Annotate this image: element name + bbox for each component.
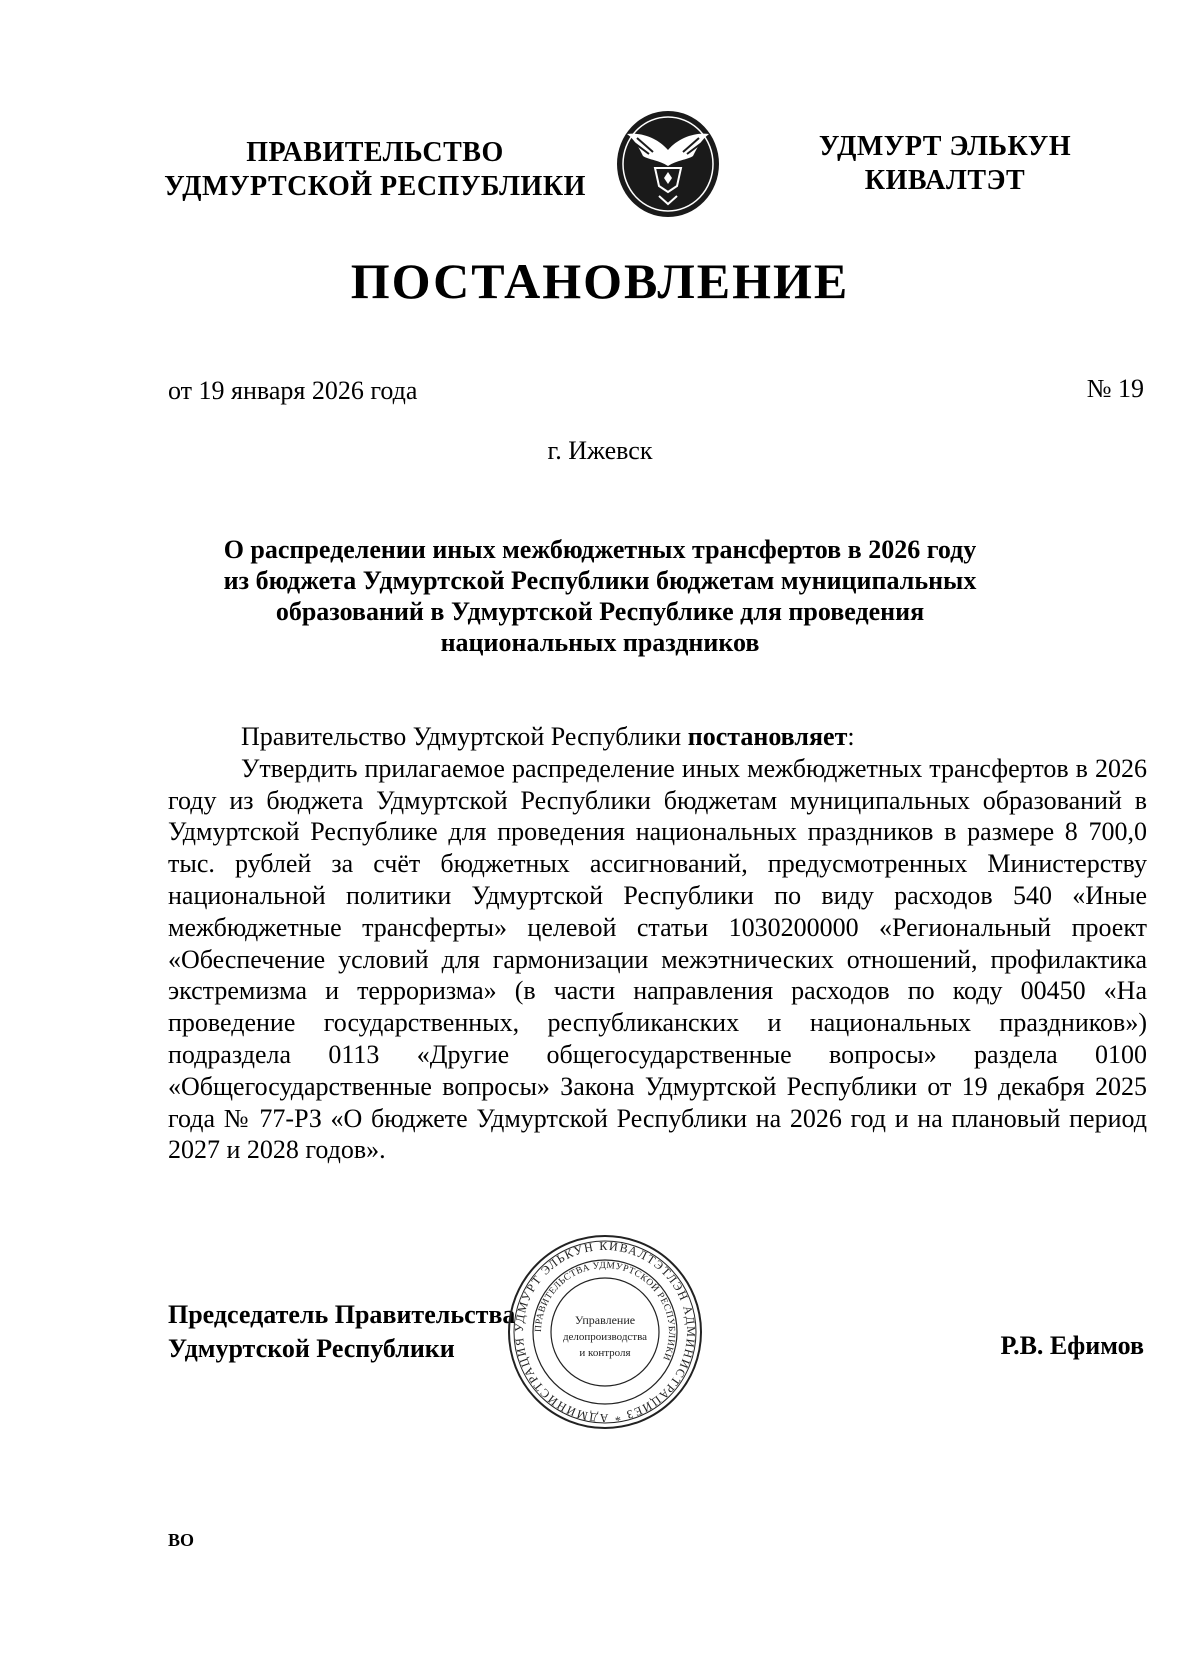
stamp-outer-text: УДМУРТ ЭЛЬКУН КИВАЛТЭТЛЭН АДМИНИСТРАЦИЕЗ * АДМИНИСТРАЦИЯ [511,1238,699,1426]
stamp-center-line: делопроизводства [562,1331,648,1343]
government-name-line: УДМУРТСКОЙ РЕСПУБЛИКИ [164,171,586,202]
preamble-verb: постановляет [687,722,848,751]
signer-title [168,1298,515,1366]
preamble-suffix: : [847,722,855,751]
stamp-center-line: и контроля [579,1347,631,1359]
signer-title-line: Председатель Правительства [168,1300,516,1329]
government-name-udmurt [800,130,1090,198]
official-stamp [505,1232,705,1432]
document-date: от 19 января 2026 года [168,376,418,405]
document-body [168,721,1147,1166]
preamble-prefix: Правительство Удмуртской Республики [241,722,688,751]
government-name-line: УДМУРТ ЭЛЬКУН [818,131,1072,162]
subject-line: образований в Удмуртской Республике для проведения [275,597,925,626]
government-name-russian [150,136,600,204]
signer-title-line: Удмуртской Республики [168,1334,455,1363]
signer-name: Р.В. Ефимов [1000,1331,1144,1360]
document-subject [200,534,1000,658]
main-paragraph: Утвердить прилагаемое распределение иных межбюджетных трансфертов в 2026 году из бюджета Удмуртской Республики бюджетам муниципальных образований в Удмуртской Республике для проведения национальных праздников в размере 8 700,0 тыс. рублей за счёт бюджетных ассигнований, предусмотренных Министерству национальной политики Удмуртской Республики по виду расходов 540 «Иные межбюджетные трансферты» целевой статьи 1030200000 «Региональный проект «Обеспечение условий для гармонизации межэтнических отношений, профилактика экстремизма и терроризма» (в части направления расходов по коду 00450 «На проведение государственных, республиканских и национальных праздников») подраздела 0113 «Другие общегосударственные вопросы» раздела 0100 «Общегосударственные вопросы» Закона Удмуртской Республики от 19 декабря 2025 года № 77-РЗ «О бюджете Удмуртской Республики на 2026 год и на плановый период 2027 и 2028 годов». [168,753,1147,1165]
subject-line: национальных праздников [440,628,760,657]
government-name-line: ПРАВИТЕЛЬСТВО [246,137,504,168]
government-name-line: КИВАЛТЭТ [864,165,1026,196]
footer-mark: ВО [168,1530,195,1550]
subject-line: из бюджета Удмуртской Республики бюджетам муниципальных [223,566,977,595]
document-city: г. Ижевск [547,436,653,465]
document-number: № 19 [1086,374,1144,403]
coat-of-arms-icon [613,108,723,220]
document-type-title: ПОСТАНОВЛЕНИЕ [350,253,850,309]
subject-line: О распределении иных межбюджетных трансфертов в 2026 году [223,535,977,564]
stamp-inner-text: ПРАВИТЕЛЬСТВА УДМУРТСКОЙ РЕСПУБЛИКИ [533,1260,677,1362]
preamble [168,721,1147,753]
stamp-center-line: Управление [574,1313,636,1327]
